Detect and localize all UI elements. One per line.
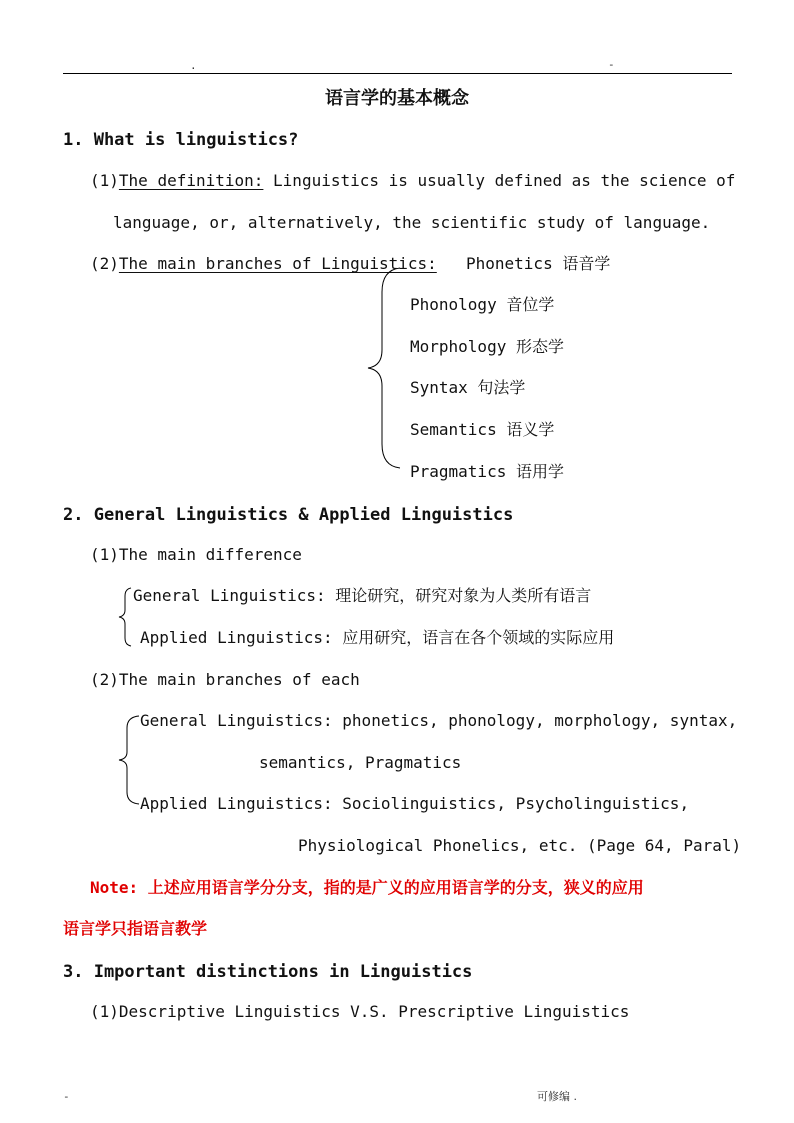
branch-item: Syntax 句法学 [410, 378, 526, 397]
applied-linguistics-difference: Applied Linguistics: 应用研究，语言在各个领域的实际应用 [140, 628, 615, 647]
general-branches-line2: semantics, Pragmatics [259, 753, 462, 772]
page-title: 语言学的基本概念 [325, 88, 469, 109]
header-right-mark: - [608, 58, 615, 71]
main-branches-each-title: (2)The main branches of each [90, 670, 360, 689]
definition-label: The definition: [118, 171, 264, 190]
note-line2: 语言学只指语言教学 [63, 919, 208, 938]
general-branches-line1: General Linguistics: phonetics, phonology, morphology, syntax, [140, 711, 738, 730]
branches-brace [360, 266, 410, 472]
footer-left-mark: - [63, 1090, 70, 1103]
branch-item: Semantics 语义学 [410, 420, 555, 439]
definition-number: (1) [90, 171, 119, 190]
header-left-mark: . [190, 59, 197, 72]
applied-branches-line1: Applied Linguistics: Sociolinguistics, Psycholinguistics, [140, 794, 690, 813]
section-1-heading: 1. What is linguistics? [63, 130, 299, 150]
branch-item: Pragmatics 语用学 [410, 462, 564, 481]
footer-editable-note: 可修编 . [537, 1090, 577, 1103]
descriptive-prescriptive-item: (1)Descriptive Linguistics V.S. Prescriptive Linguistics [90, 1002, 630, 1021]
general-linguistics-difference: General Linguistics: 理论研究，研究对象为人类所有语言 [133, 586, 592, 605]
definition-paragraph [90, 171, 735, 191]
branches-number: (2) [90, 254, 119, 273]
section-2-heading: 2. General Linguistics & Applied Linguistics [63, 505, 514, 525]
section-3-heading: 3. Important distinctions in Linguistics [63, 962, 473, 982]
branches-label: The main branches of Linguistics: [118, 254, 437, 273]
branch-item: Morphology 形态学 [410, 337, 564, 356]
branch-item: Phonology 音位学 [410, 295, 555, 314]
main-difference-title: (1)The main difference [90, 545, 302, 564]
header-rule [63, 73, 732, 74]
definition-text-line1: Linguistics is usually defined as the science of [263, 171, 736, 190]
difference-brace [115, 586, 135, 648]
branches-each-brace [115, 714, 141, 806]
applied-branches-line2: Physiological Phonelics, etc. (Page 64, Paral) [298, 836, 742, 855]
branch-item: Phonetics 语音学 [466, 254, 611, 273]
definition-text-line2: language, or, alternatively, the scientific study of language. [113, 213, 711, 232]
note-line1: Note: 上述应用语言学分分支，指的是广义的应用语言学的分支，狭义的应用 [90, 878, 644, 897]
